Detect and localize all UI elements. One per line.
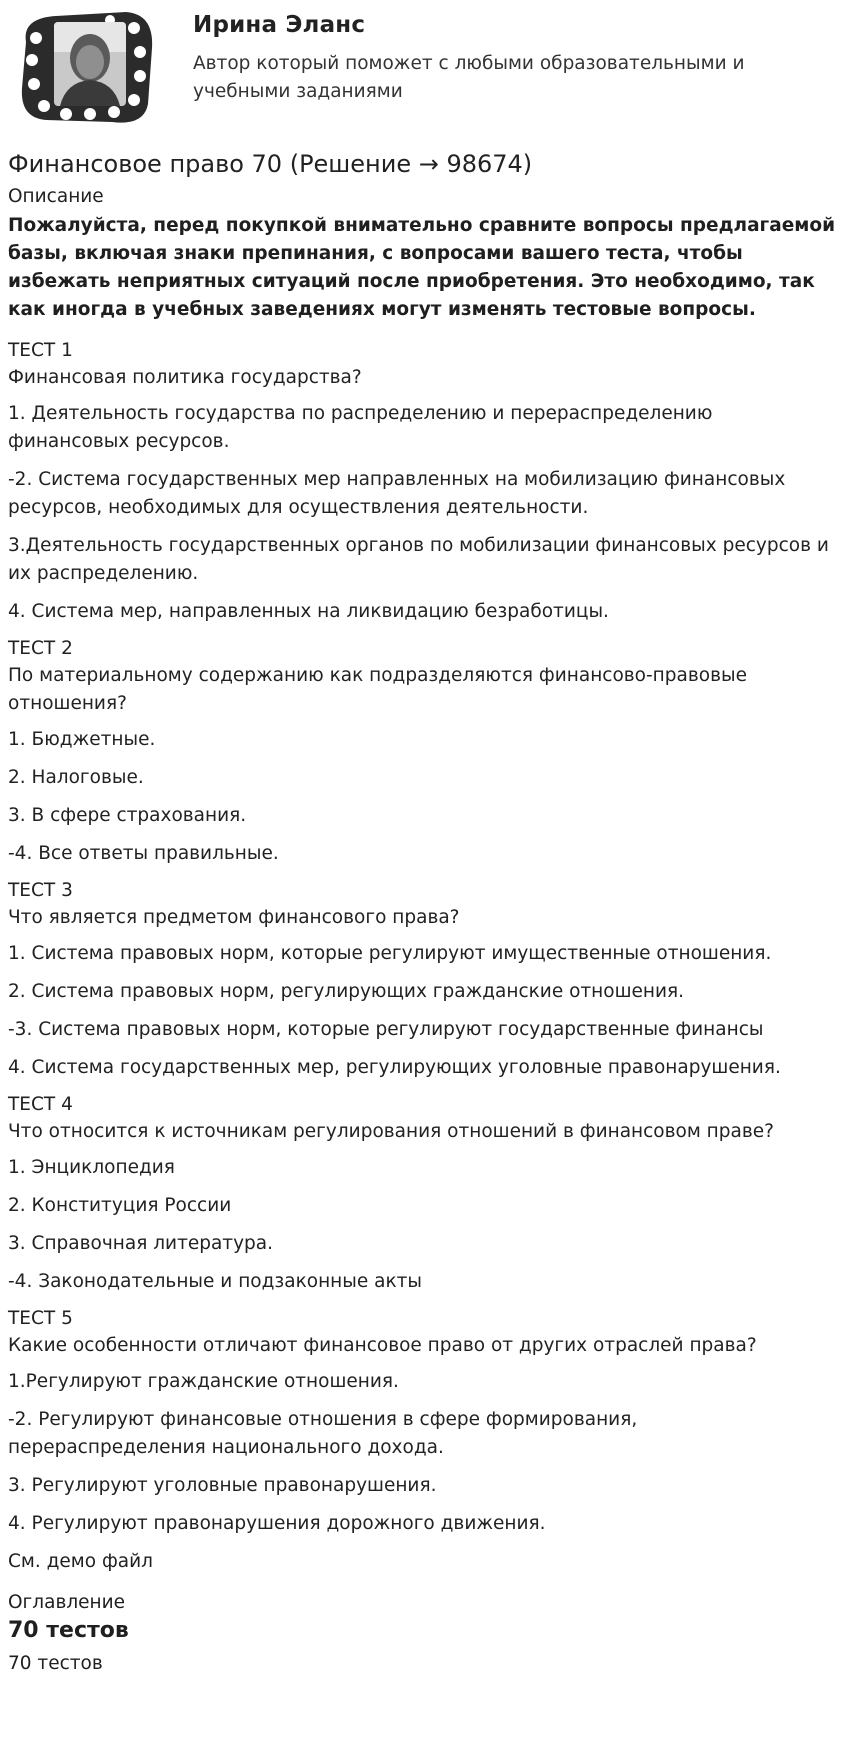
author-header: [8, 0, 839, 132]
test-option: 3. Регулируют уголовные правонарушения.: [8, 1475, 437, 1496]
test-option: 3.Деятельность государственных органов по мобилизации финансовых ресурсов и их распределению.: [8, 535, 829, 584]
test-block-1: [8, 338, 839, 626]
test-option: 1. Деятельность государства по распределению и перераспределению финансовых ресурсов.: [8, 403, 713, 452]
test-option: 3. Справочная литература.: [8, 1233, 273, 1254]
author-description: Автор который поможет с любыми образовательными и учебными заданиями: [193, 53, 745, 102]
test-heading: ТЕСТ 4: [8, 1094, 73, 1115]
test-option: 1.Регулируют гражданские отношения.: [8, 1371, 399, 1392]
test-heading: ТЕСТ 3: [8, 880, 73, 901]
test-option: 2. Конституция России: [8, 1195, 232, 1216]
test-heading: ТЕСТ 5: [8, 1308, 73, 1329]
toc-title: 70 тестов: [8, 1618, 129, 1643]
test-option: 2. Налоговые.: [8, 767, 144, 788]
test-option: 4. Регулируют правонарушения дорожного движения.: [8, 1513, 546, 1534]
test-option: 1. Система правовых норм, которые регулируют имущественные отношения.: [8, 943, 772, 964]
test-option: -2. Регулируют финансовые отношения в сфере формирования, перераспределения национального дохода.: [8, 1409, 638, 1458]
test-block-3: [8, 878, 839, 1082]
test-option: 1. Энциклопедия: [8, 1157, 175, 1178]
test-option: 4. Система мер, направленных на ликвидацию безработицы.: [8, 601, 609, 622]
test-option: 1. Бюджетные.: [8, 729, 156, 750]
demo-file-note: См. демо файл: [8, 1551, 153, 1572]
test-block-4: [8, 1092, 839, 1296]
author-avatar[interactable]: [16, 8, 158, 128]
test-block-5: [8, 1306, 839, 1538]
test-option: 4. Система государственных мер, регулирующих уголовные правонарушения.: [8, 1057, 781, 1078]
test-option: -4. Законодательные и подзаконные акты: [8, 1271, 423, 1292]
test-question: Какие особенности отличают финансовое право от других отраслей права?: [8, 1335, 757, 1356]
test-option: 3. В сфере страхования.: [8, 805, 247, 826]
test-heading: ТЕСТ 1: [8, 340, 73, 361]
test-block-2: [8, 636, 839, 868]
toc-label: Оглавление: [8, 1592, 126, 1613]
test-question: По материальному содержанию как подразделяются финансово-правовые отношения?: [8, 665, 747, 714]
test-heading: ТЕСТ 2: [8, 638, 73, 659]
toc-item: 70 тестов: [8, 1653, 103, 1674]
test-option: -3. Система правовых норм, которые регулируют государственные финансы: [8, 1019, 764, 1040]
test-question: Финансовая политика государства?: [8, 367, 362, 388]
test-question: Что относится к источникам регулирования отношений в финансовом праве?: [8, 1121, 774, 1142]
test-question: Что является предметом финансового права?: [8, 907, 460, 928]
test-option: -2. Система государственных мер направленных на мобилизацию финансовых ресурсов, необходимых для осуществления деятельности.: [8, 469, 786, 518]
test-option: 2. Система правовых норм, регулирующих гражданские отношения.: [8, 981, 685, 1002]
test-option: -4. Все ответы правильные.: [8, 843, 279, 864]
page-title: Финансовое право 70 (Решение → 98674): [8, 150, 533, 178]
purchase-warning: Пожалуйста, перед покупкой внимательно сравните вопросы предлагаемой базы, включая знаки препинания, с вопросами вашего теста, чтобы избежать неприятных ситуаций после приобретения. Это необходимо, так как иногда в учебных заведениях могут изменять тестовые вопросы.: [8, 215, 836, 320]
author-name[interactable]: Ирина Эланс: [193, 12, 366, 38]
description-label: Описание: [8, 186, 104, 207]
